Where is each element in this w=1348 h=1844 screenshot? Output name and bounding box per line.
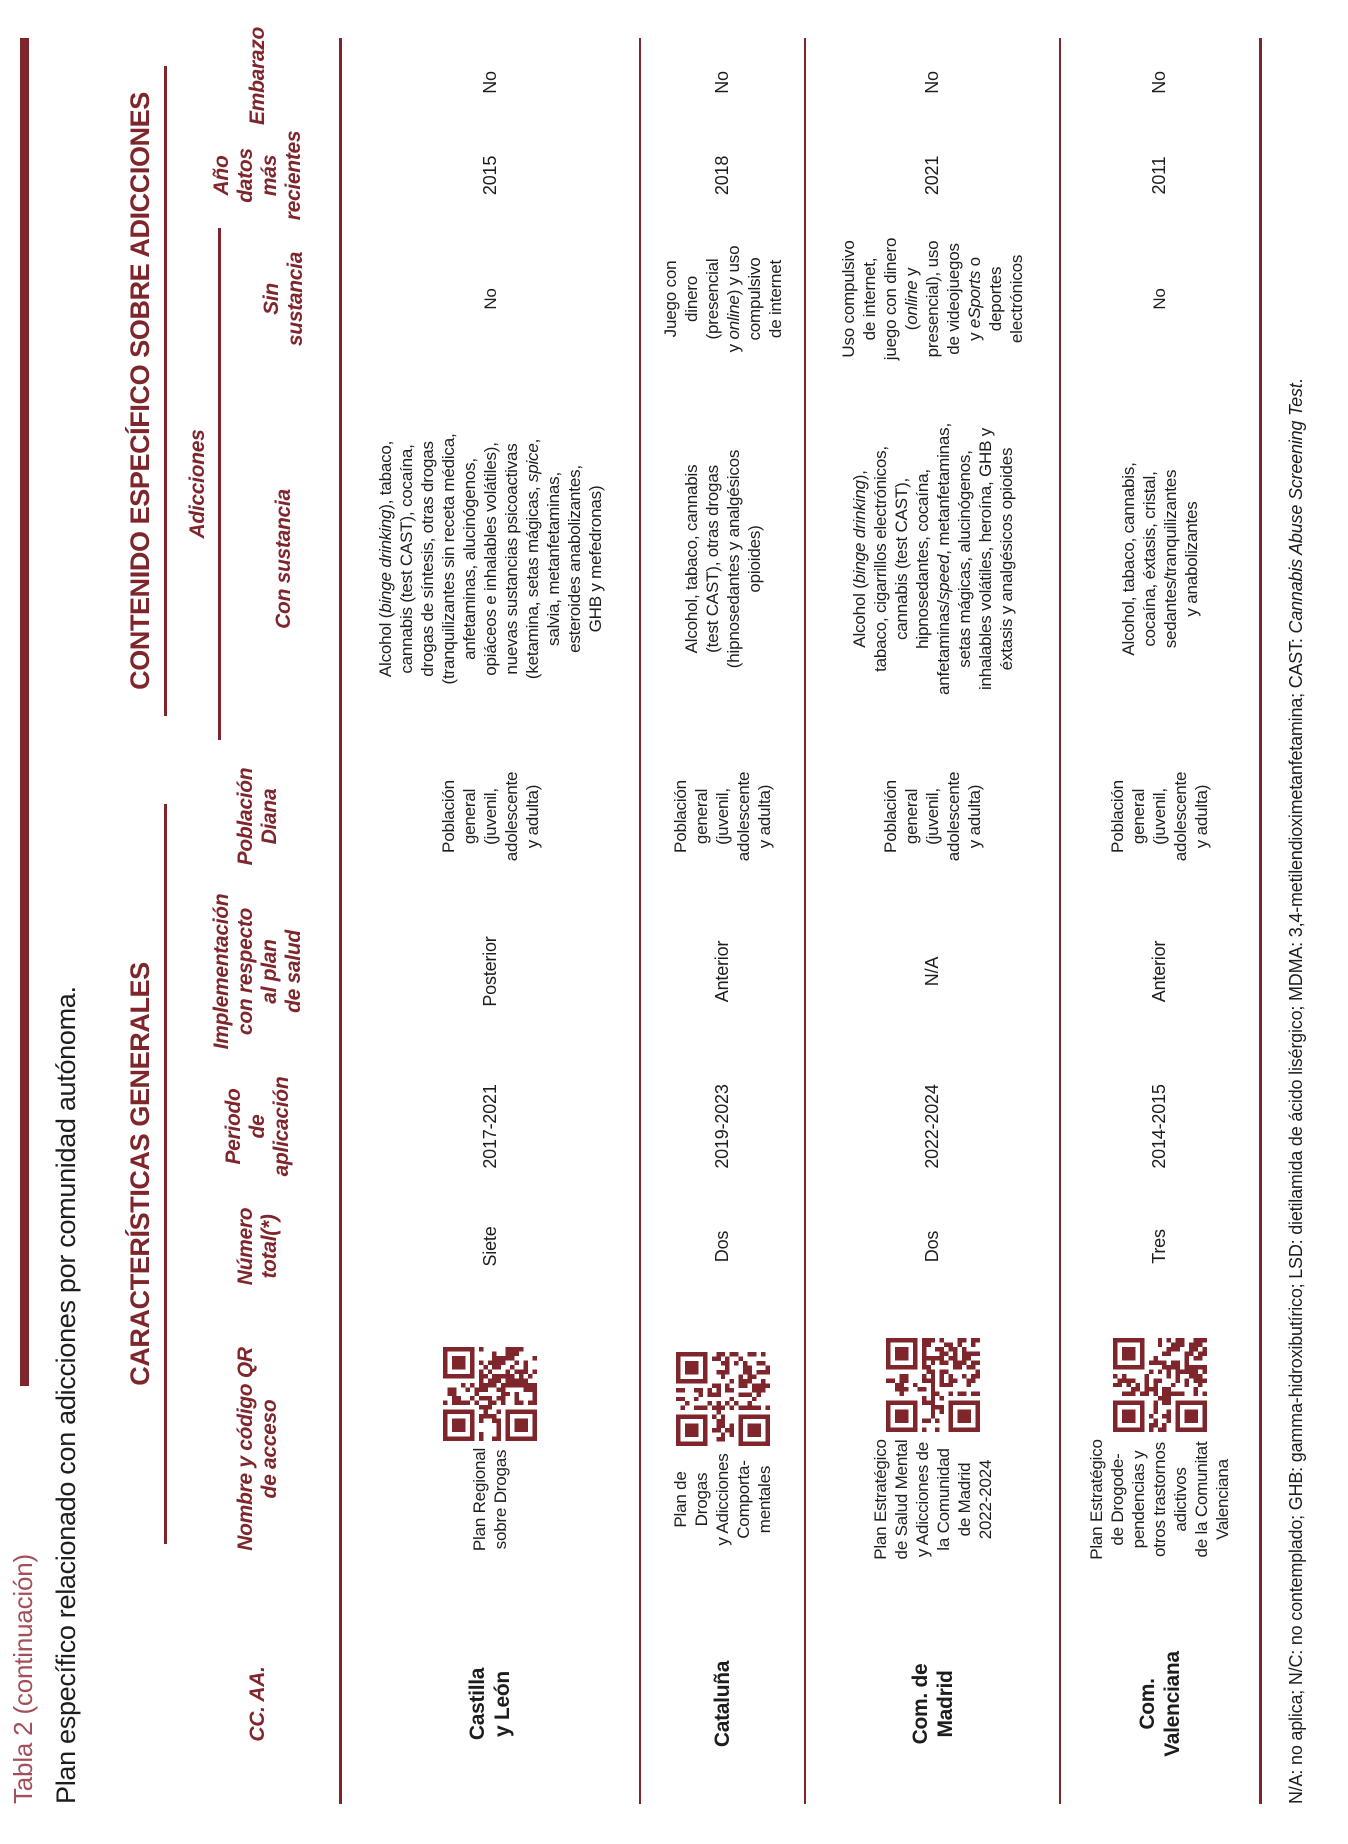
periodo-value: 2019-2023 — [640, 1054, 805, 1199]
plan-name: Plan Estratégico de Drogode- pendencias y otros trastornos adictivos de la Comunitat Valenciana — [1087, 1439, 1233, 1560]
implementacion-value: Anterior — [640, 889, 805, 1054]
table-row-com-valenciana — [1060, 38, 1260, 1804]
ano-value: 2015 — [479, 155, 500, 196]
group-header-contenido-especifico: CONTENIDO ESPECÍFICO SOBRE ADICCIONES — [128, 66, 167, 716]
column-header-row — [178, 38, 230, 1804]
qr-code — [676, 1352, 770, 1446]
col-header-ano-datos: Año datos más recientes — [178, 127, 340, 224]
footnote: N/A: no aplica; N/C: no contemplado; GHB: gamma-hidroxibutírico; LSD: dietilamida de ácido lisérgico; MDMA: 3,4-metilendioximetanfetamina; CAST: Cannabis Abuse Screening Test. — [1285, 378, 1306, 1804]
periodo-value: 2017-2021 — [479, 1084, 500, 1169]
ccaa-label: Com. Valenciana — [1060, 1604, 1260, 1804]
con-sustancia-value: Alcohol (binge drinking), tabaco, cannabis (test CAST), cocaína, drogas de síntesis, otras drogas (tranquilizantes sin receta médica, anfetaminas, alucinógenos, opiáceos e inhalables volátiles), nuevas sustancias psicoactivas (ketamina, setas mágicas, spice, salvia, metanfetaminas, esteroides anabolizantes, GHB y mefedronas) — [375, 433, 605, 685]
ccaa-label: Castilla y León — [466, 1667, 515, 1741]
group-header-spacer — [116, 1604, 178, 1804]
col-header-nombre-qr: Nombre y código QR de acceso — [178, 1294, 340, 1604]
ano-value: 2018 — [640, 127, 805, 224]
embarazo-value: No — [479, 71, 500, 94]
col-header-con-sustancia: Con sustancia — [230, 374, 340, 744]
plan-name-and-qr — [1086, 1296, 1233, 1602]
sin-sustancia-value: No — [1060, 224, 1260, 374]
plan-name: Plan de Drogas y Adicciones Comporta- mentales — [671, 1453, 774, 1546]
plan-name-and-qr — [670, 1296, 775, 1602]
qr-code — [443, 1347, 537, 1441]
addiction-plans-table — [116, 27, 1262, 1804]
table-title: Tabla 2 (continuación) — [8, 1554, 38, 1804]
col-header-embarazo: Embarazo — [178, 38, 340, 127]
poblacion-value: Población general (juvenil, adolescente y adulta) — [438, 771, 542, 862]
plan-name-and-qr — [443, 1296, 537, 1602]
col-header-periodo: Periodo de aplicación — [178, 1054, 340, 1199]
numero-total-value: Siete — [479, 1226, 500, 1267]
implementacion-value: N/A — [805, 889, 1060, 1054]
qr-code — [886, 1338, 980, 1432]
table-row-cataluna — [640, 38, 805, 1804]
numero-total-value: Dos — [805, 1199, 1060, 1294]
sin-sustancia-value: Uso compulsivo de internet, juego con dinero (online y presencial), uso de videojuegos y eSports o deportes electrónicos — [805, 224, 1060, 374]
con-sustancia-value: Alcohol, tabaco, cannabis (test CAST), otras drogas (hipnosedantes y analgésicos opioides) — [640, 374, 805, 744]
con-sustancia-value: Alcohol, tabaco, cannabis, cocaína, éxtasis, cristal, sedantes/tranquilizantes y anabolizantes — [1060, 374, 1260, 744]
group-header-row — [116, 38, 178, 1804]
embarazo-value: No — [1060, 38, 1260, 127]
table-caption: Plan específico relacionado con adicciones por comunidad autónoma. — [51, 986, 81, 1804]
embarazo-value: No — [640, 38, 805, 127]
periodo-value: 2014-2015 — [1060, 1054, 1260, 1199]
con-sustancia-value: Alcohol (binge drinking), tabaco, cigarrillos electrónicos, cannabis (test CAST), hipnosedantes, cocaína, anfetaminas/speed, metanfetaminas, setas mágicas, alucinógenos, inhalables volátiles, heroína, GHB y éxtasis y analgésicos opioides — [805, 374, 1060, 744]
ccaa-label: Com. de Madrid — [805, 1604, 1060, 1804]
col-header-implementacion: Implementación con respecto al plan de salud — [178, 889, 340, 1054]
sin-sustancia-value: No — [480, 288, 500, 310]
ano-value: 2011 — [1060, 127, 1260, 224]
col-header-numero-total: Número total(*) — [178, 1199, 340, 1294]
table-row-castilla-y-leon — [340, 38, 640, 1804]
poblacion-value: Población general (juvenil, adolescente y adulta) — [640, 744, 805, 889]
title-bar — [8, 38, 39, 1804]
embarazo-value: No — [805, 38, 1060, 127]
col-header-ccaa: CC. AA. — [178, 1604, 340, 1804]
title-rule — [20, 38, 29, 1386]
poblacion-value: Población general (juvenil, adolescente y adulta) — [1060, 744, 1260, 889]
plan-name-and-qr — [870, 1296, 996, 1602]
numero-total-value: Tres — [1060, 1199, 1260, 1294]
group-header-caracteristicas-generales: CARACTERÍSTICAS GENERALES — [128, 804, 167, 1544]
col-header-sin-sustancia: Sin sustancia — [230, 224, 340, 374]
col-header-poblacion-diana: Población Diana — [178, 744, 340, 889]
periodo-value: 2022-2024 — [805, 1054, 1060, 1199]
table-row-com-de-madrid — [805, 38, 1060, 1804]
implementacion-value: Anterior — [1060, 889, 1260, 1054]
implementacion-value: Posterior — [479, 936, 500, 1007]
qr-code — [1113, 1338, 1207, 1432]
poblacion-value: Población general (juvenil, adolescente y adulta) — [805, 744, 1060, 889]
plan-name: Plan Regional sobre Drogas — [470, 1447, 511, 1552]
col-header-adicciones: Adicciones — [180, 228, 221, 740]
sin-sustancia-value: Juego con dinero (presencial y online) y uso compulsivo de internet — [640, 224, 805, 374]
plan-name: Plan Estratégico de Salud Mental y Adicciones de la Comunidad de Madrid 2022-2024 — [870, 1439, 995, 1560]
ano-value: 2021 — [805, 127, 1060, 224]
ccaa-label: Cataluña — [640, 1604, 805, 1804]
numero-total-value: Dos — [640, 1199, 805, 1294]
